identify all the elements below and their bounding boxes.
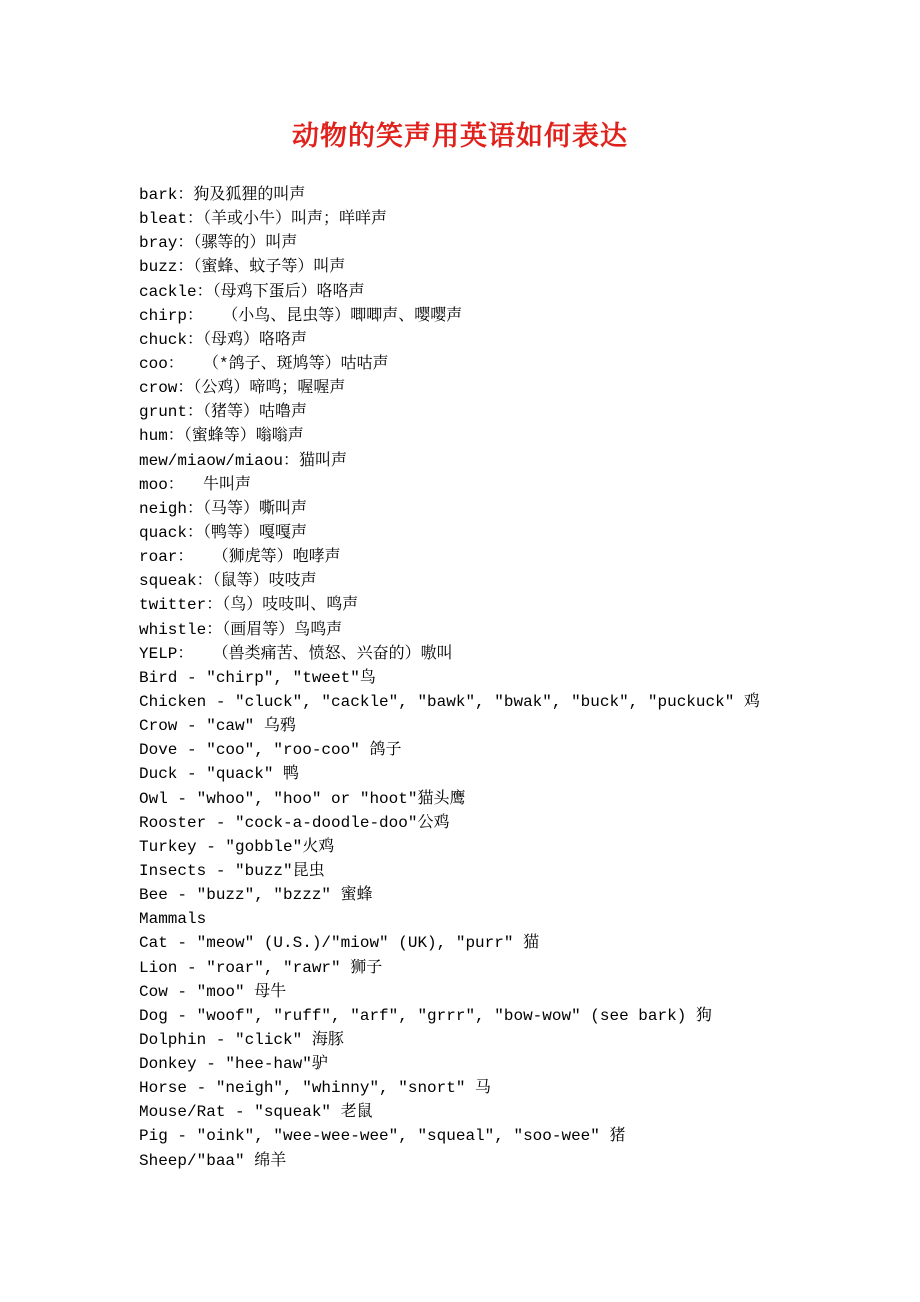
sound-line: crow：（公鸡）啼鸣；喔喔声 [139, 379, 346, 398]
sound-line: coo： （*鸽子、斑鸠等）咕咕声 [139, 354, 389, 373]
sound-line: roar： （狮虎等）咆哮声 [139, 548, 341, 567]
sound-line: moo： 牛叫声 [139, 475, 252, 494]
animal-line: Turkey - "gobble"火鸡 [139, 837, 335, 856]
sound-line: YELP： （兽类痛苦、愤怒、兴奋的）嗷叫 [139, 644, 453, 663]
animal-line: Owl - "whoo", "hoo" or "hoot"猫头鹰 [139, 789, 466, 808]
animal-line: Donkey - "hee-haw"驴 [139, 1055, 328, 1074]
animal-line: Duck - "quack" 鸭 [139, 765, 300, 784]
animal-line: Bee - "buzz", "bzzz" 蜜蜂 [139, 886, 373, 905]
sound-line: neigh：（马等）嘶叫声 [139, 499, 308, 518]
animal-line: Cow - "moo" 母牛 [139, 982, 287, 1001]
animal-line: Chicken - "cluck", "cackle", "bawk", "bwak", "buck", "puckuck" 鸡 [139, 692, 760, 711]
animal-line: Dog - "woof", "ruff", "arf", "grrr", "bow-wow" (see bark) 狗 [139, 1006, 712, 1025]
animal-line: Dove - "coo", "roo-coo" 鸽子 [139, 741, 402, 760]
animal-line: Sheep/"baa" 绵羊 [139, 1151, 287, 1170]
sound-line: grunt：（猪等）咕噜声 [139, 403, 308, 422]
section-heading-mammals: Mammals [139, 910, 207, 929]
sound-line: buzz：（蜜蜂、蚊子等）叫声 [139, 258, 346, 277]
animal-line: Pig - "oink", "wee-wee-wee", "squeal", "soo-wee" 猪 [139, 1127, 626, 1146]
sound-list [139, 183, 899, 1173]
animal-line: Insects - "buzz"昆虫 [139, 861, 325, 880]
animal-line: Cat - "meow" (U.S.)/"miow" (UK), "purr" 猫 [139, 934, 540, 953]
sound-line: quack：（鸭等）嘎嘎声 [139, 523, 308, 542]
document-title: 动物的笑声用英语如何表达 [292, 121, 628, 152]
sound-line: bark：狗及狐狸的叫声 [139, 186, 306, 204]
animal-line: Mouse/Rat - "squeak" 老鼠 [139, 1103, 373, 1122]
sound-line: chuck：（母鸡）咯咯声 [139, 330, 308, 349]
sound-line: twitter：（鸟）吱吱叫、鸣声 [139, 596, 359, 615]
animal-line: Crow - "caw" 乌鸦 [139, 717, 296, 736]
animal-line: Lion - "roar", "rawr" 狮子 [139, 958, 383, 977]
sound-line: hum：（蜜蜂等）嗡嗡声 [139, 427, 304, 446]
sound-line: squeak：（鼠等）吱吱声 [139, 572, 317, 591]
sound-line: whistle：（画眉等）鸟鸣声 [139, 620, 343, 639]
sound-line: mew/miaow/miaou：猫叫声 [139, 451, 348, 470]
sound-line: bleat：（羊或小牛）叫声；咩咩声 [139, 210, 388, 229]
sound-line: chirp： （小鸟、昆虫等）唧唧声、嘤嘤声 [139, 306, 463, 325]
sound-line: bray：（骡等的）叫声 [139, 234, 298, 253]
animal-line: Bird - "chirp", "tweet"鸟 [139, 668, 376, 687]
animal-line: Dolphin - "click" 海豚 [139, 1030, 344, 1049]
animal-line: Horse - "neigh", "whinny", "snort" 马 [139, 1079, 492, 1098]
animal-line: Rooster - "cock-a-doodle-doo"公鸡 [139, 813, 450, 832]
sound-line: cackle：（母鸡下蛋后）咯咯声 [139, 282, 365, 301]
